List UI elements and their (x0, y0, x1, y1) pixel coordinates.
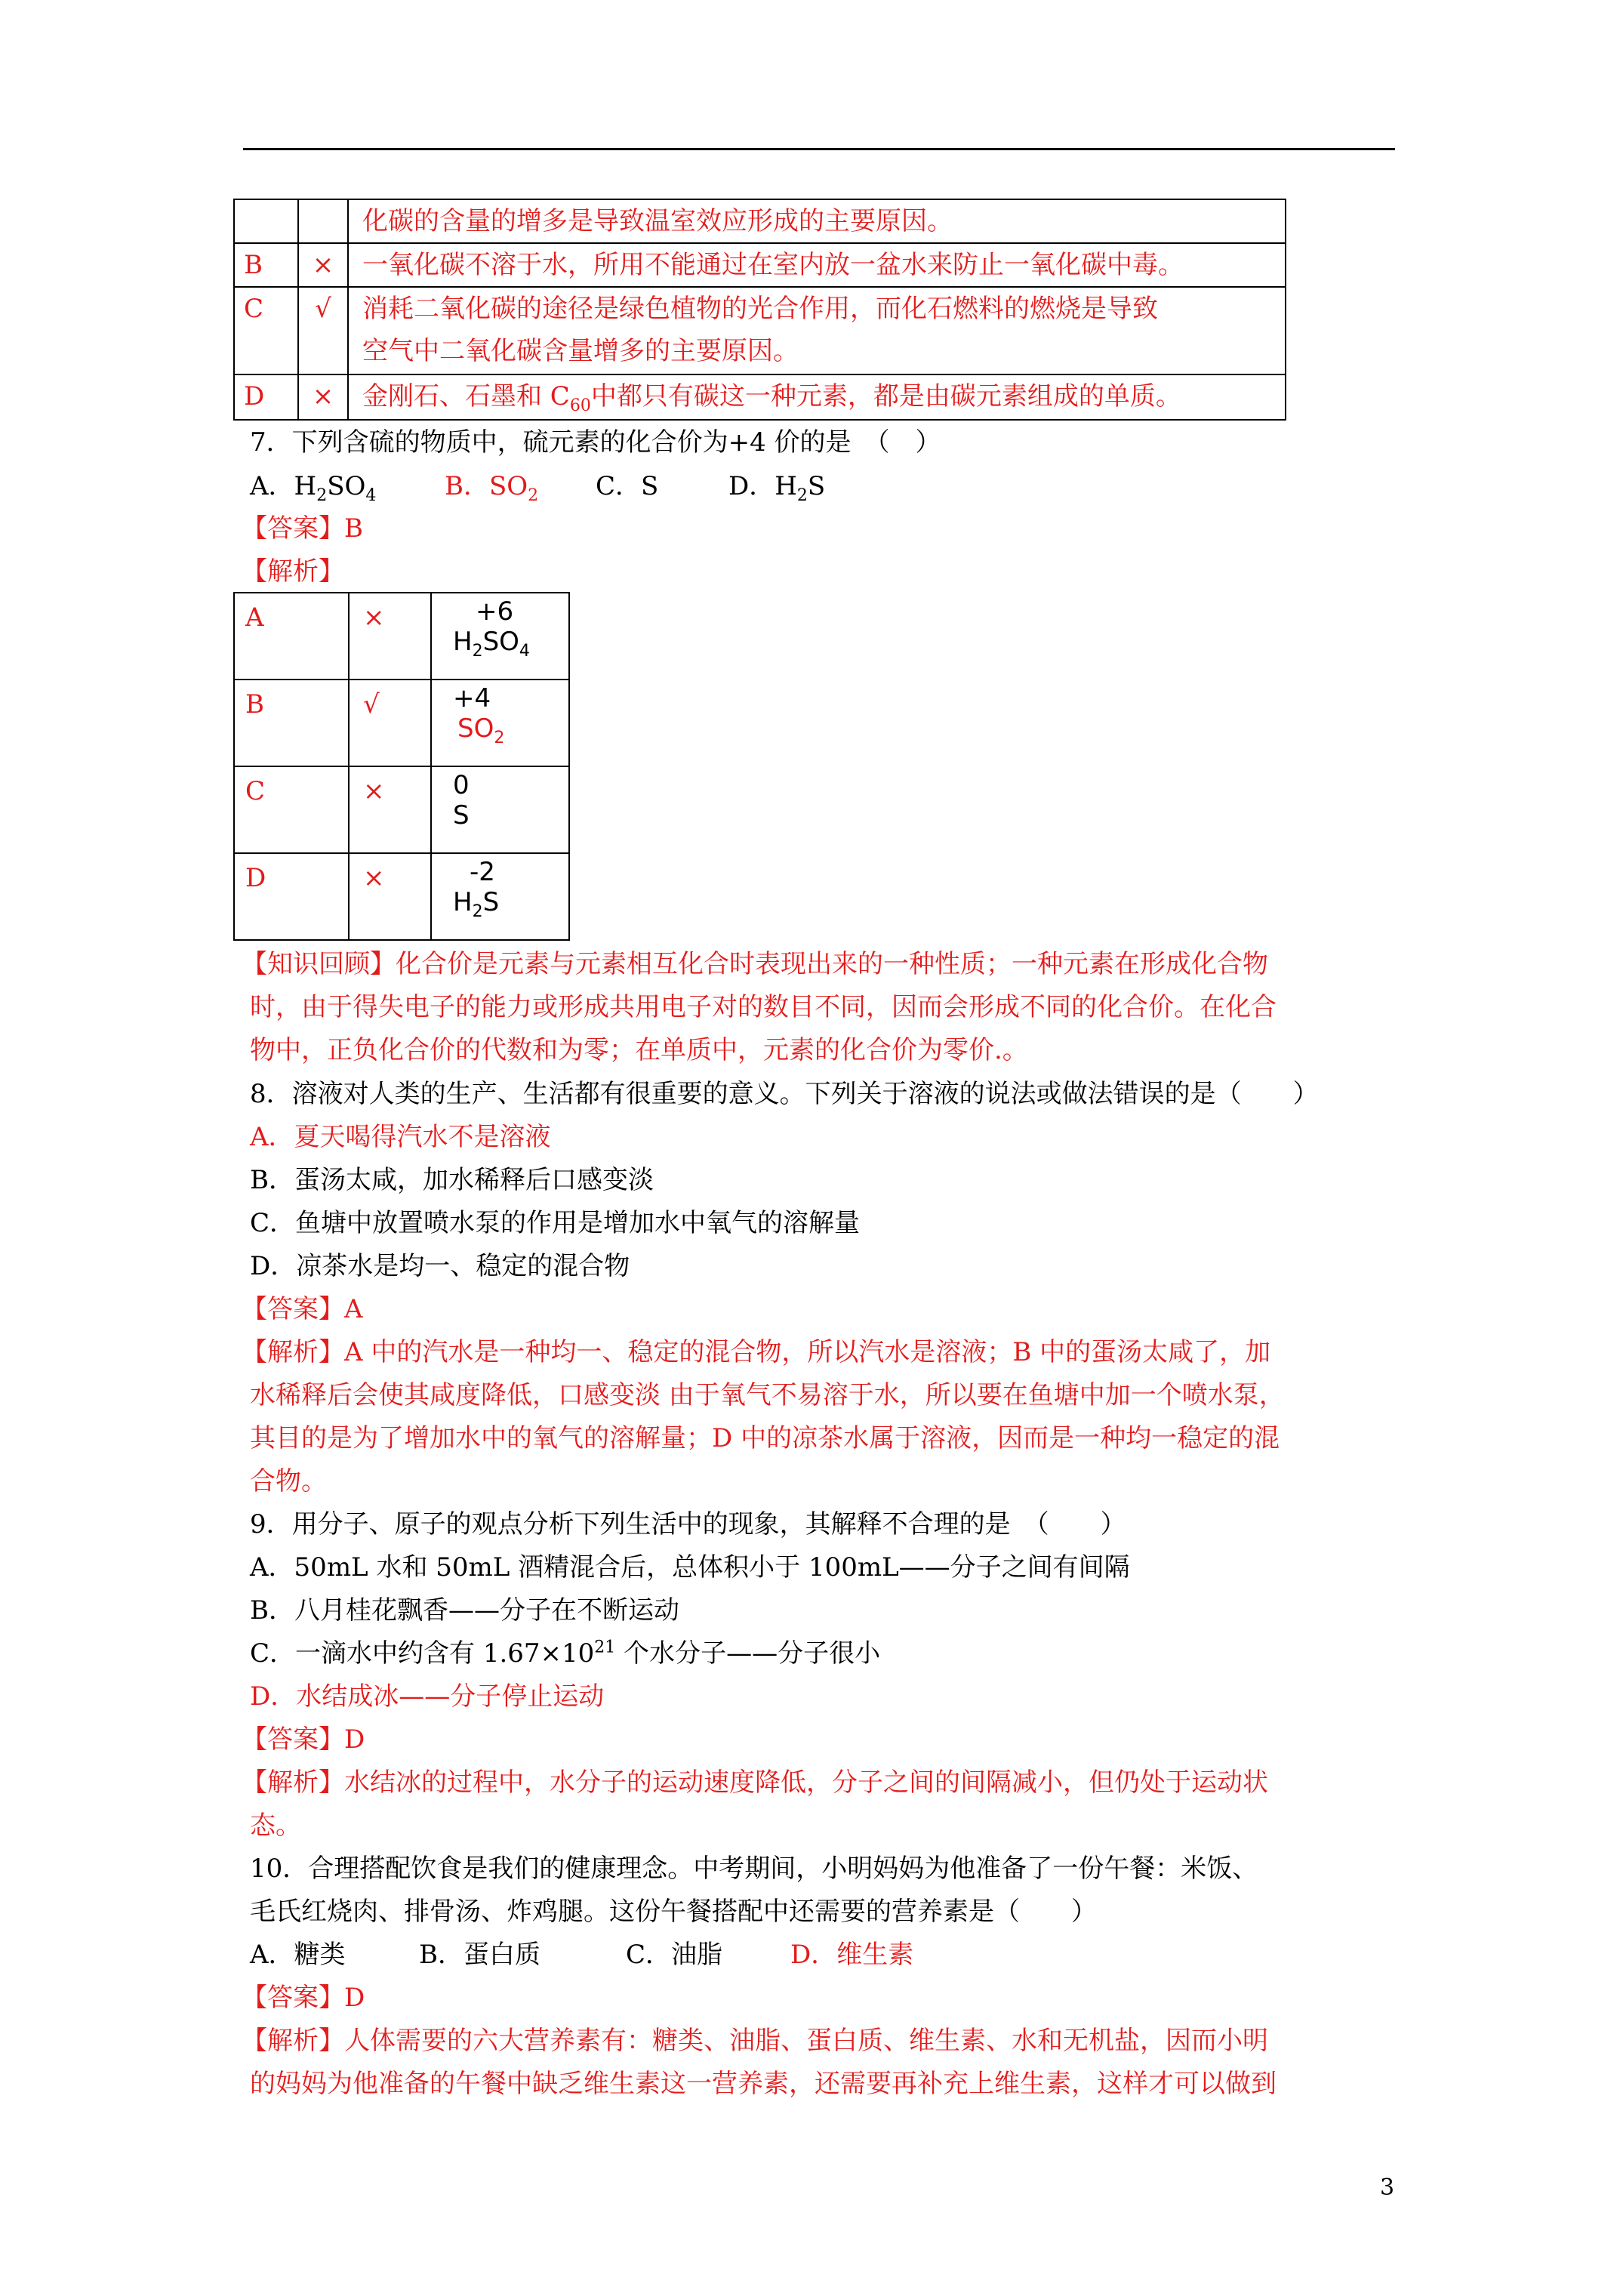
row-text: 一氧化碳不溶于水，所用不能通过在室内放一盆水来防止一氧化碳中毒。 (348, 243, 1286, 287)
valence: 0 (453, 770, 470, 800)
q9-option-b: B．八月桂花飘香——分子在不断运动 (250, 1595, 679, 1626)
table-row (234, 287, 1286, 374)
formula: $H_2SO_4$ (453, 627, 530, 661)
q7-review-line-2: 时，由于得失电子的能力或形成共用电子对的数目不同，因而会形成不同的化合价。在化合 (250, 992, 1277, 1022)
row-letter: C (234, 766, 349, 853)
formula: $SO_2$ (457, 713, 505, 747)
q8-answer: 【答案】A (242, 1294, 363, 1324)
row-text: 金刚石、石墨和 $C_{60}$中都只有碳这一种元素，都是由碳元素组成的单质。 (348, 374, 1286, 420)
formula: S (453, 800, 470, 831)
row-mark: √ (298, 287, 348, 374)
q9-option-d: D．水结成冰——分子停止运动 (250, 1681, 605, 1712)
row-text (348, 287, 1286, 374)
q9-analysis-line-1: 【解析】水结冰的过程中，水分子的运动速度降低，分子之间的间隔减小，但仍处于运动状 (242, 1767, 1268, 1798)
q6-analysis-table (233, 199, 1286, 421)
q10-options (250, 1940, 913, 1970)
table-row (234, 680, 569, 766)
header-rule (243, 148, 1395, 150)
table-row (234, 199, 1286, 243)
q8-option-c: C．鱼塘中放置喷水泵的作用是增加水中氧气的溶解量 (250, 1208, 861, 1238)
row-mark: × (298, 243, 348, 287)
q9-answer: 【答案】D (242, 1724, 365, 1755)
row-mark: × (349, 766, 431, 853)
q9-option-a: A．50mL 水和 50mL 酒精混合后，总体积小于 100mL——分子之间有间隔 (250, 1552, 1130, 1583)
q7-option-b: B．$SO_2$ (445, 471, 539, 505)
formula: $H_2S$ (453, 887, 500, 921)
q10-option-b: B．蛋白质 (419, 1940, 540, 1970)
q7-valence-table (233, 592, 570, 941)
row-letter: B (234, 243, 298, 287)
valence: +6 (476, 596, 514, 627)
q8-option-d: D．凉茶水是均一、稳定的混合物 (250, 1251, 630, 1281)
page-number: 3 (1380, 2174, 1395, 2201)
q9-stem: 9．用分子、原子的观点分析下列生活中的现象，其解释不合理的是 （ ） (250, 1509, 1126, 1539)
q9-analysis-line-2: 态。 (250, 1811, 301, 1841)
valence: -2 (470, 857, 495, 887)
row-formula (431, 593, 569, 680)
row-letter: D (234, 374, 298, 420)
table-row (234, 766, 569, 853)
q8-option-b: B．蛋汤太咸，加水稀释后口感变淡 (250, 1165, 654, 1195)
table-row (234, 593, 569, 680)
q8-analysis-line-2: 水稀释后会使其咸度降低，口感变淡 由于氧气不易溶于水，所以要在鱼塘中加一个喷水泵， (250, 1380, 1285, 1410)
q7-option-c: C．S (596, 471, 659, 501)
q8-analysis-line-1: 【解析】A 中的汽水是一种均一、稳定的混合物，所以汽水是溶液；B 中的蛋汤太咸了，加 (242, 1337, 1271, 1367)
q10-option-a: A．糖类 (250, 1940, 346, 1970)
q7-option-d: D．$H_2S$ (728, 471, 826, 505)
q7-answer: 【答案】B (242, 513, 363, 544)
row-text-line: 消耗二氧化碳的途径是绿色植物的光合作用，而化石燃料的燃烧是导致 (362, 294, 1158, 324)
q7-review-line-1: 【知识回顾】化合价是元素与元素相互化合时表现出来的一种性质；一种元素在形成化合物 (242, 949, 1268, 979)
q7-review-line-3: 物中，正负化合价的代数和为零；在单质中，元素的化合价为零价.。 (250, 1035, 1028, 1065)
q7-option-a: A．$H_2SO_4$ (250, 471, 377, 505)
valence: +4 (453, 683, 491, 713)
row-mark: × (298, 374, 348, 420)
q10-answer: 【答案】D (242, 1983, 365, 2013)
row-letter: A (234, 593, 349, 680)
table-row (234, 243, 1286, 287)
q10-stem-line-1: 10．合理搭配饮食是我们的健康理念。中考期间，小明妈妈为他准备了一份午餐：米饭、 (250, 1854, 1258, 1884)
row-letter: D (234, 853, 349, 940)
q7-stem: 7．下列含硫的物质中，硫元素的化合价为+4 价的是 （ ） (250, 427, 941, 458)
q7-options (250, 471, 826, 505)
q8-analysis-line-3: 其目的是为了增加水中的氧气的溶解量；D 中的凉茶水属于溶液，因而是一种均一稳定的混 (250, 1423, 1280, 1453)
q10-stem-line-2: 毛氏红烧肉、排骨汤、炸鸡腿。这份午餐搭配中还需要的营养素是（ ） (250, 1897, 1097, 1927)
row-mark (298, 199, 348, 243)
q9-option-c: C．一滴水中约含有 $1.67\times 10^{21}$ 个水分子——分子很小 (250, 1638, 881, 1669)
row-letter: C (234, 287, 298, 374)
row-mark: × (349, 593, 431, 680)
q8-stem: 8．溶液对人类的生产、生活都有很重要的意义。下列关于溶液的说法或做法错误的是（ ） (250, 1079, 1319, 1109)
row-letter (234, 199, 298, 243)
q8-analysis-line-4: 合物。 (250, 1466, 327, 1496)
q8-option-a: A．夏天喝得汽水不是溶液 (250, 1122, 551, 1152)
q10-option-d: D．维生素 (790, 1940, 914, 1970)
q10-option-c: C．油脂 (626, 1940, 723, 1970)
q7-analysis-label: 【解析】 (242, 556, 344, 587)
q10-analysis-line-2: 的妈妈为他准备的午餐中缺乏维生素这一营养素，还需要再补充上维生素，这样才可以做到 (250, 2069, 1277, 2099)
row-letter: B (234, 680, 349, 766)
row-mark: × (349, 853, 431, 940)
q10-analysis-line-1: 【解析】人体需要的六大营养素有：糖类、油脂、蛋白质、维生素、水和无机盐，因而小明 (242, 2026, 1268, 2056)
row-text: 化碳的含量的增多是导致温室效应形成的主要原因。 (348, 199, 1286, 243)
row-mark: √ (349, 680, 431, 766)
row-formula (431, 680, 569, 766)
table-row (234, 853, 569, 940)
row-formula (431, 853, 569, 940)
row-formula (431, 766, 569, 853)
table-row (234, 374, 1286, 420)
row-text-line: 空气中二氧化碳含量增多的主要原因。 (362, 336, 799, 366)
